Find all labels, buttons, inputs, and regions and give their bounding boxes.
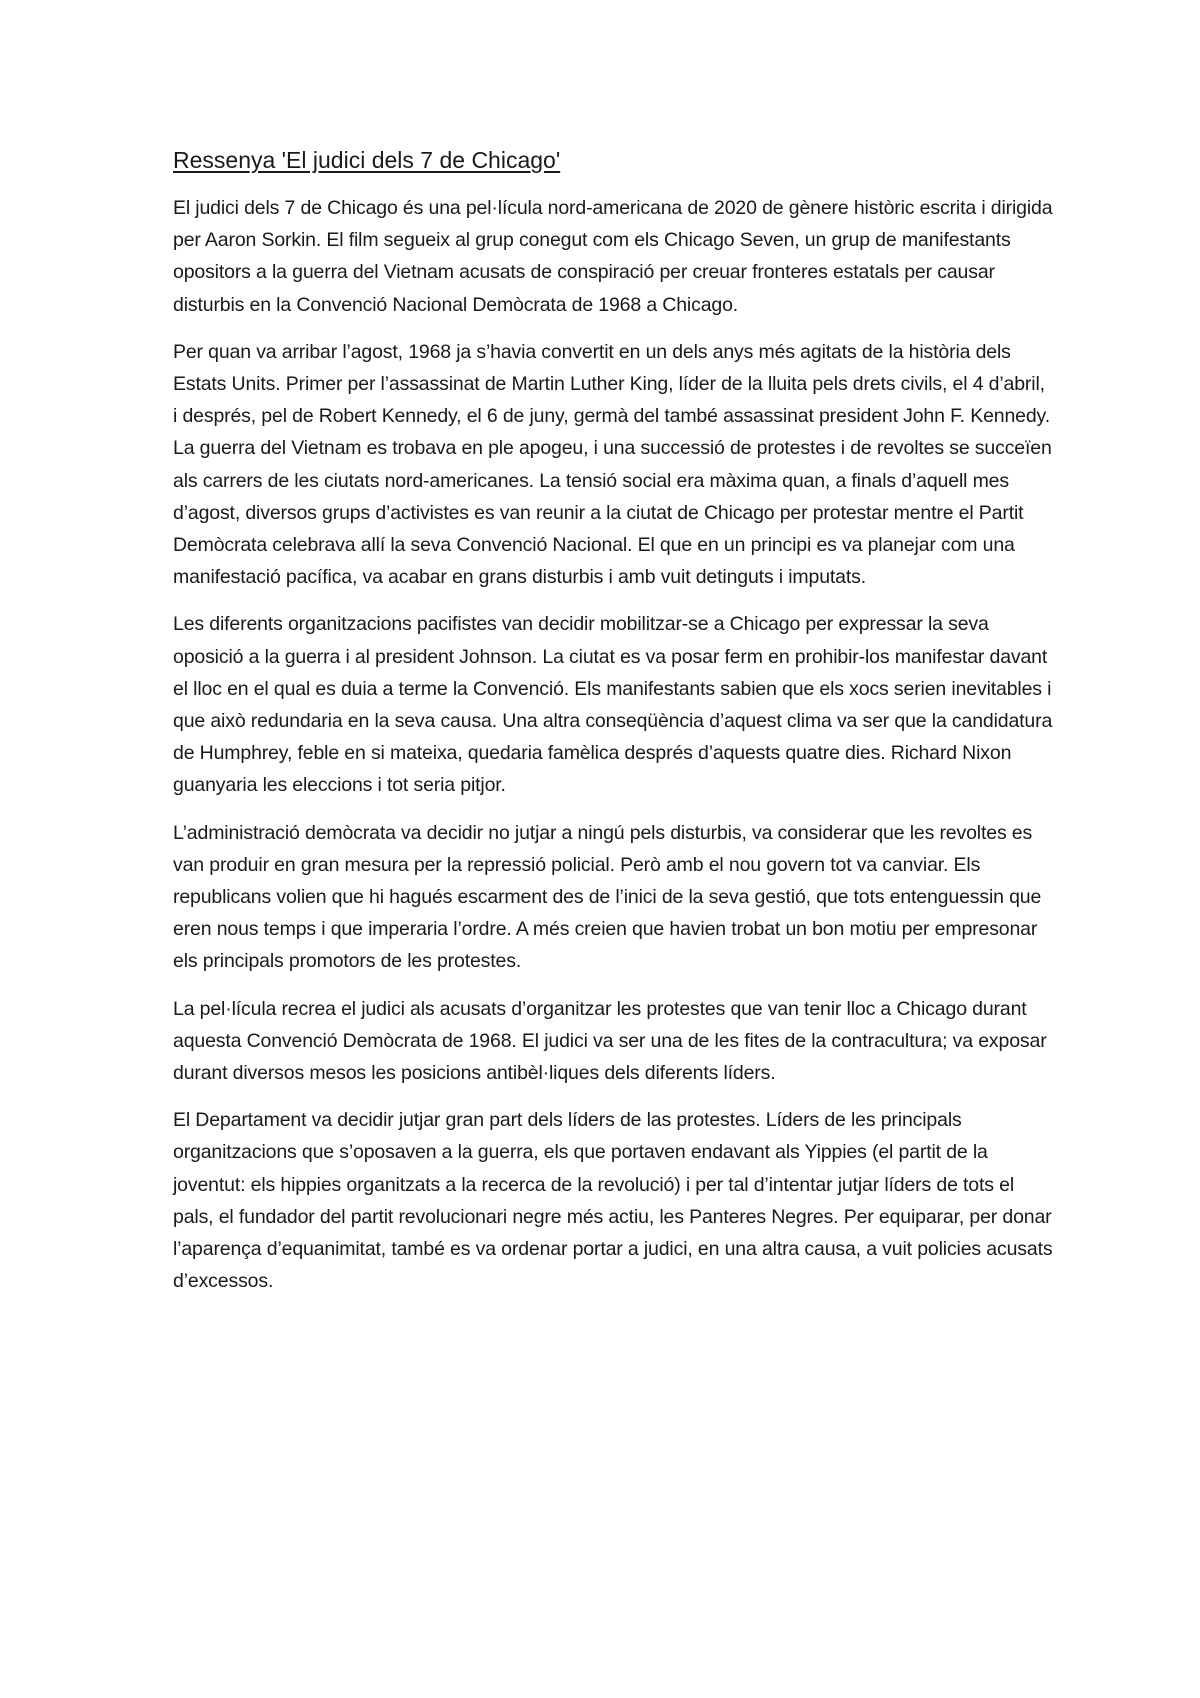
paragraph-context-1968: Per quan va arribar l’agost, 1968 ja s’havia convertit en un dels anys més agitats de la història dels Estats Units. Primer per l’assassinat de Martin Luther King, líder de la lluita pels drets civils, el 4 d’abril, i després, pel de Robert Kennedy, el 6 de juny, germà del també assassinat president John F. Kennedy. La guerra del Vietnam es trobava en ple apogeu, i una successió de protestes i de revoltes se succeïen als carrers de les ciutats nord-americanes. La tensió social era màxima quan, a finals d’aquell mes d’agost, diversos grups d’activistes es van reunir a la ciutat de Chicago per protestar mentre el Partit Demòcrata celebrava allí la seva Convenció Nacional. El que en un principi es va planejar com una manifestació pacífica, va acabar en grans disturbis i amb vuit detinguts i imputats. (173, 340, 1052, 589)
paragraph-intro: El judici dels 7 de Chicago és una pel·lícula nord-americana de 2020 de gènere històric escrita i dirigida per Aaron Sorkin. El film segueix al grup conegut com els Chicago Seven, un grup de manifestants opositors a la guerra del Vietnam acusats de conspiració per creuar fronteres estatals per causar disturbis en la Convenció Nacional Demòcrata de 1968 a Chicago. (173, 197, 1053, 316)
document-body (173, 144, 1053, 1313)
paragraph-pacifist-organizations: Les diferents organitzacions pacifistes van decidir mobilitzar-se a Chicago per expressar la seva oposició a la guerra i al president Johnson. La ciutat es va posar ferm en prohibir-los manifestar davant el lloc en el qual es duia a terme la Convenció. Els manifestants sabien que els xocs serien inevitables i que això redundaria en la seva causa. Una altra conseqüència d’aquest clima va ser que la candidatura de Humphrey, feble en si mateixa, quedaria famèlica després d’aquests quatre dies. Richard Nixon guanyaria les eleccions i tot seria pitjor. (173, 613, 1053, 797)
paragraph-administration: L’administració demòcrata va decidir no jutjar a ningú pels disturbis, va considerar que les revoltes es van produir en gran mesura per la repressió policial. Però amb el nou govern tot va canviar. Els republicans volien que hi hagués escarment des de l’inici de la seva gestió, que tots entenguessin que eren nous temps i que imperaria l’ordre. A més creien que havien trobat un bon motiu per empresonar els principals promotors de les protestes. (173, 821, 1042, 973)
paragraph-department-trial: El Departament va decidir jutjar gran part dels líders de las protestes. Líders de les principals organitzacions que s’oposaven a la guerra, els que portaven endavant als Yippies (el partit de la joventut: els hippies organitzats a la recerca de la revolució) i per tal d’intentar jutjar líders de tots el pals, el fundador del partit revolucionari negre més actiu, les Panteres Negres. Per equiparar, per donar l’aparença d’equanimitat, també es va ordenar portar a judici, en una altra causa, a vuit policies acusats d’excessos. (173, 1109, 1053, 1293)
document-title: Ressenya 'El judici dels 7 de Chicago' (173, 147, 561, 173)
paragraph-film-recreation: La pel·lícula recrea el judici als acusats d’organitzar les protestes que van tenir lloc a Chicago durant aquesta Convenció Demòcrata de 1968. El judici va ser una de les fites de la contracultura; va exposar durant diversos mesos les posicions antibèl·liques dels diferents líders. (173, 997, 1047, 1085)
